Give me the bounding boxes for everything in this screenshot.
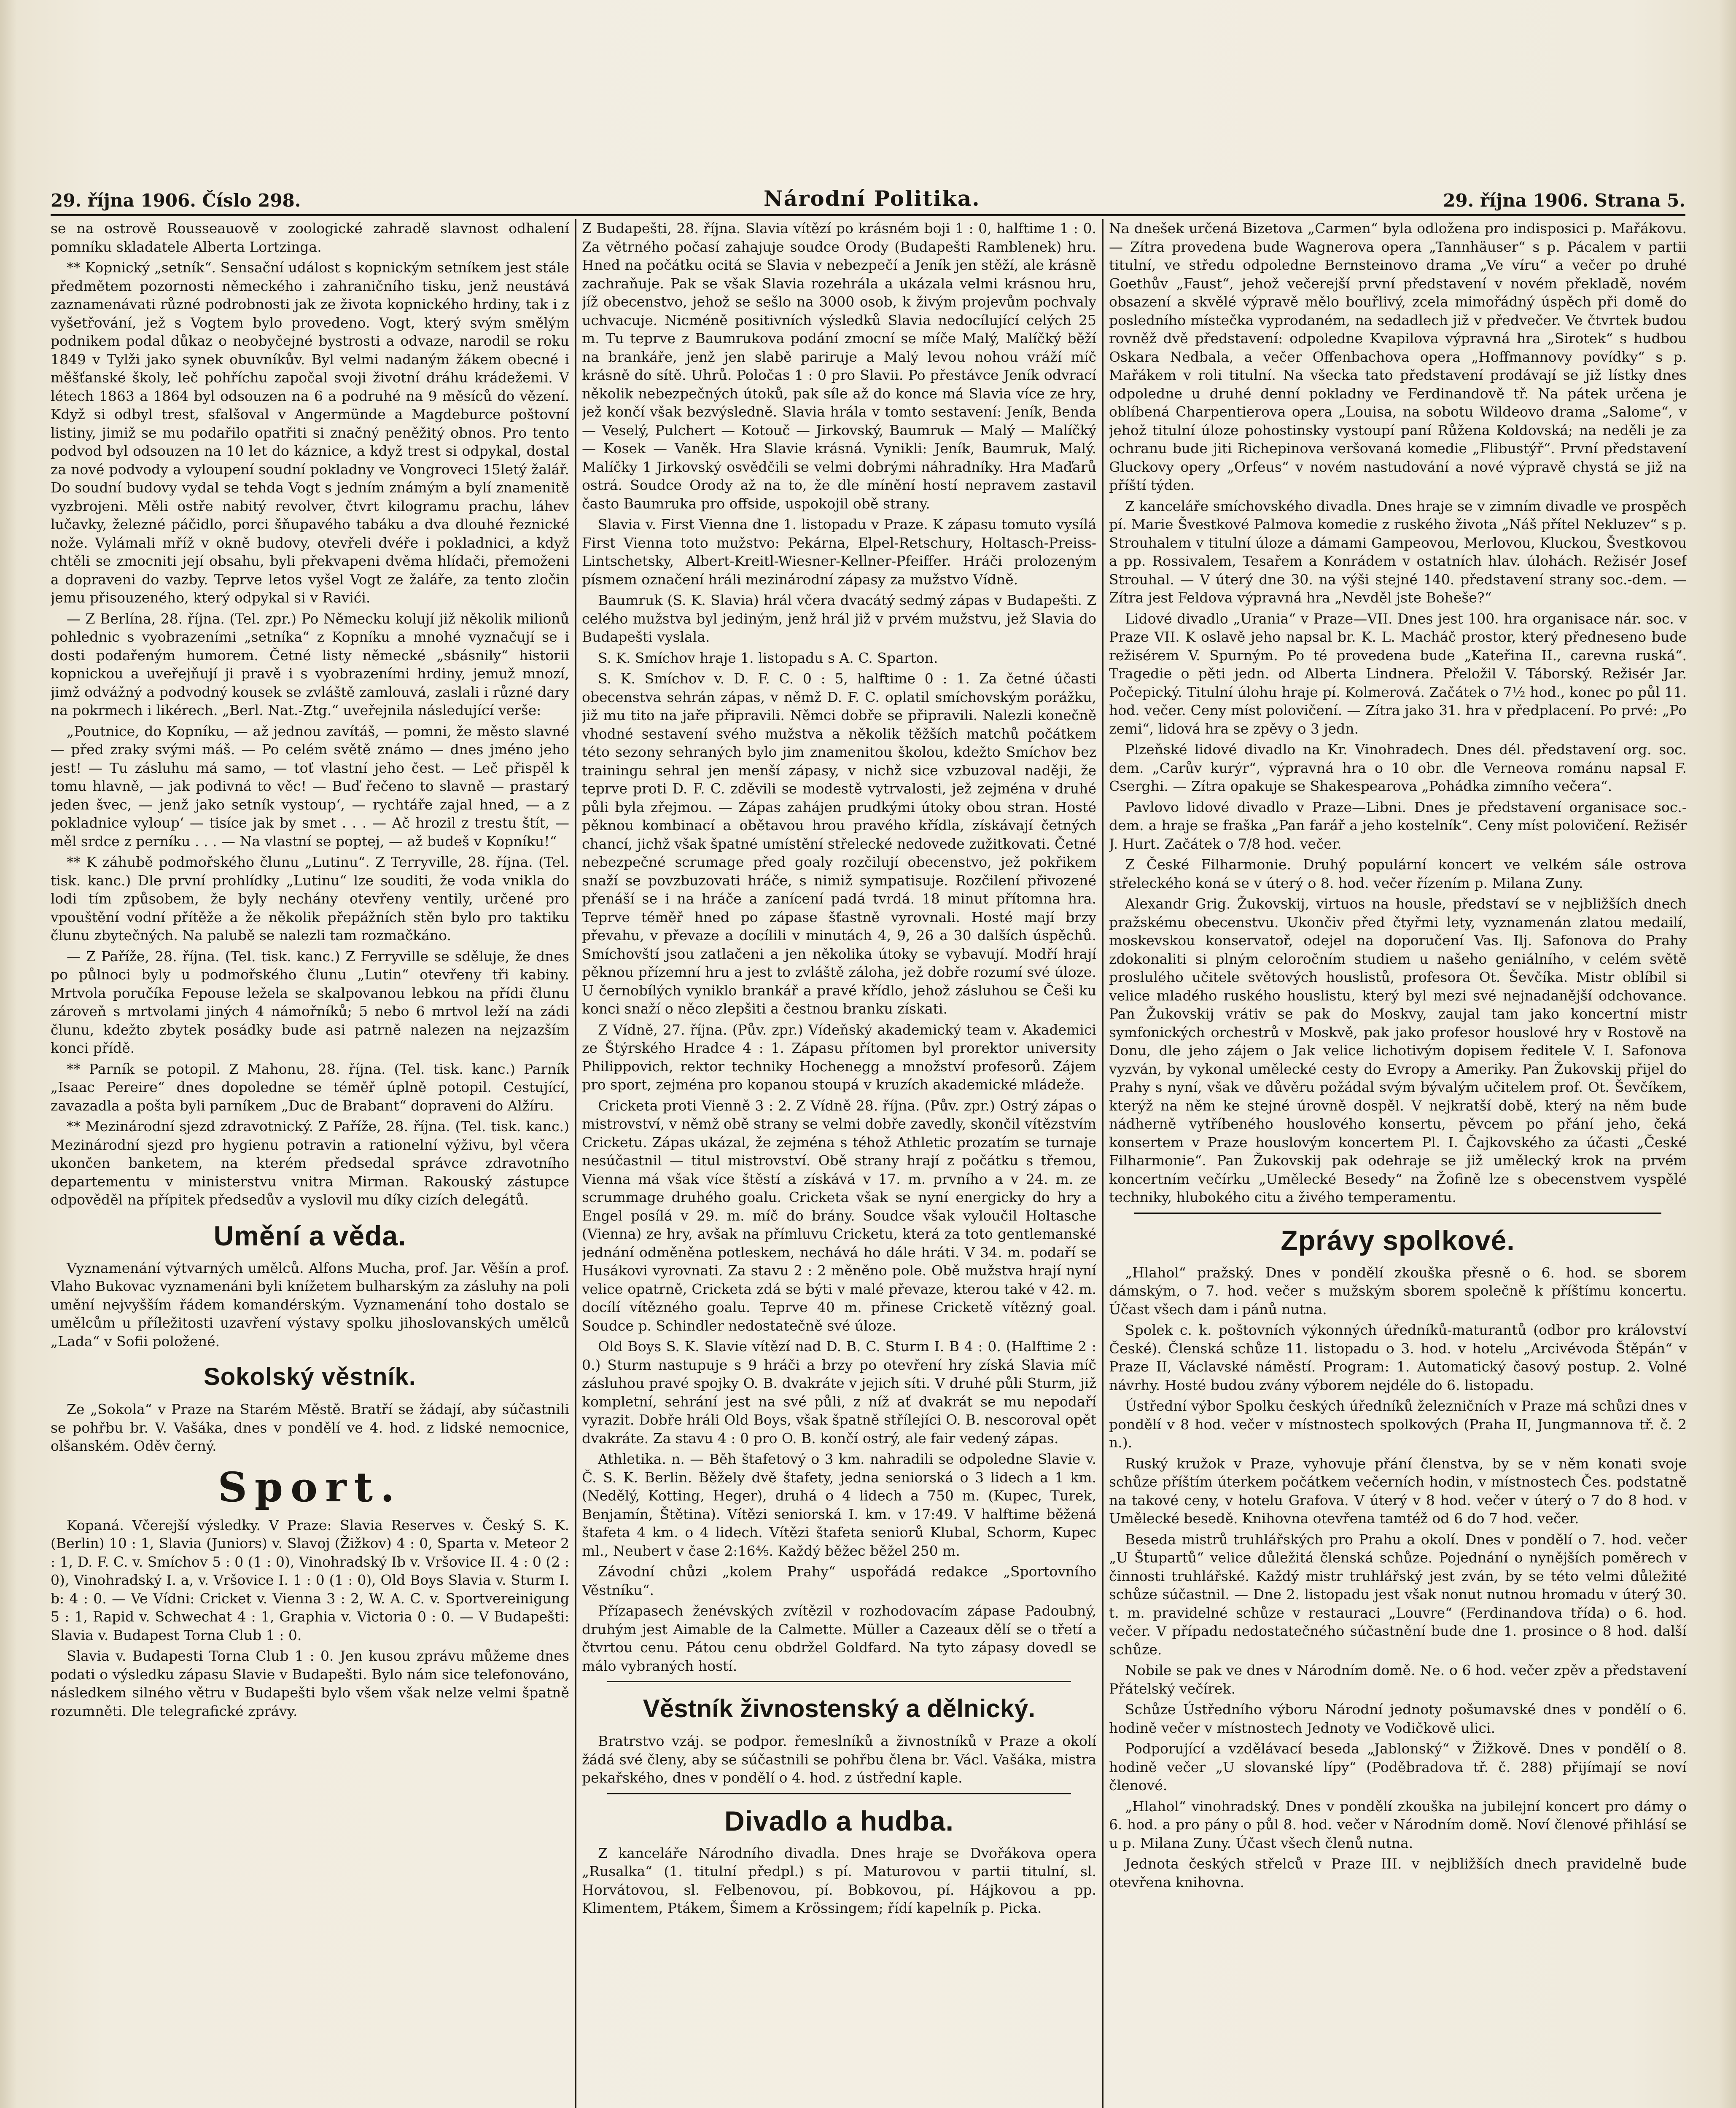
- article-paragraph: Baumruk (S. K. Slavia) hrál včera dvacátý sedmý zápas v Budapešti. Z celého mužstva byl jediným, jenž hrál již v prvém mužstvu, jež Slavia do Budapešti vyslala.: [582, 592, 1096, 645]
- poem-verse: „Poutnice, do Kopníku, — až jednou zavítáš, — pomni, že město slavné — před zraky svými máš. — Po celém světě známo — dnes jméno jeho jest! — Tu zásluhu má samo, — toť vlastní jeho čest. — Leč přispěl k tomu hlavně, — jak podivná to věc! — Buď řečeno to slavně — prastarý jeden švec, — jenž jako setník vystoup‘, — rychtáře zajal hned, — a z pokladnice vyloup‘ — tisíce jak by smet . . . — Ač hrozil z trestu štít, — měl srdce z perníku . . . — Na vlastní se poptej, — až budeš v Kopníku!“: [51, 723, 569, 850]
- article-paragraph: Plzeňské lidové divadlo na Kr. Vinohradech. Dnes dél. představení org. soc. dem. „Carův kurýr“, výpravná hra o 10 obr. dle Verneova románu napsal F. Cserghi. — Zítra opakuje se Shakespearova „Pohádka zimního večera“.: [1109, 741, 1687, 794]
- column-2: [582, 219, 1096, 2108]
- article-paragraph: Spolek c. k. poštovních výkonných úředníků-maturantů (odbor pro království České). Členská schůze 11. listopadu o 3. hod. v hotelu „Arcivévoda Štěpán“ v Praze II, Václavské náměstí. Program: 1. Automatický časový postup. 2. Volné návrhy. Hosté budou zvány výborem nejdéle do 6. listopadu.: [1109, 1322, 1687, 1393]
- page-header: [51, 181, 1685, 211]
- article-paragraph: Ruský kružok v Praze, vyhovuje přání členstva, by se v něm konati svoje schůze příštím úterkem počátkem večerních hodin, v místnostech Čes. podstatně na takové ceny, v hotelu Grafova. V úterý v 8 hod. večer v úterý o 7 do 8 hod. v Umělecké besedě. Knihovna otevřena tamtéž od 6 do 7 hod. večer.: [1109, 1455, 1687, 1527]
- article-paragraph: Athletika. n. — Běh štafetový o 3 km. nahradili se odpoledne Slavie v. Č. S. K. Berlin. Běžely dvě štafety, jedna seniorská o 3 lidech a 1 km. (Nedělý, Kotting, Heger), druhá o 4 lidech a 750 m. (Kupec, Turek, Benjamín, Štětina). Vítězi seniorská I. km. v 17:49. V halftime běžená štafeta 4 km. o 4 lidech. Vítězi štafeta seniorů Klubal, Schorm, Kupec ml., Neubert v čase 2:16⅘. Každý běžec běžel 250 m.: [582, 1451, 1096, 1559]
- article-paragraph: Jednota českých střelců v Praze III. v nejbližších dnech pravidelně bude otevřena knihovna.: [1109, 1855, 1687, 1890]
- article-paragraph: Nobile se pak ve dnes v Národním domě. Ne. o 6 hod. večer zpěv a představení Přátelský večírek.: [1109, 1662, 1687, 1697]
- article-paragraph: ** K záhubě podmořského člunu „Lutinu“. Z Terryville, 28. října. (Tel. tisk. kanc.) Dle první prohlídky „Lutinu“ lze souditi, že voda vnikla do lodi tím způsobem, že byly nechány otevřeny ventily, určené pro vpouštění vodní přítěže a že několik přepážních stěn bylo pro taktiku člunu zbytečných. Na palubě se nalezli tam rozmačkáno.: [51, 854, 569, 944]
- article-paragraph: Ze „Sokola“ v Praze na Starém Městě. Bratří se žádají, aby súčastnili se pohřbu br. V. Vašáka, dnes v pondělí ve 4. hod. z lidské nemocnice, olšanském. Oděv černý.: [51, 1401, 569, 1454]
- section-rule: [1134, 1213, 1661, 1214]
- article-paragraph: — Z Paříže, 28. října. (Tel. tisk. kanc.) Z Ferryville se sděluje, že dnes po půlnoci byly u podmořského člunu „Lutin“ otevřeny tři kabiny. Mrtvola poručíka Fepouse ležela se skalpovanou lebkou na přídi člunu zároveň s mrtvolami jiných 4 námořníků; 5 nebo 6 mrtvol leží na zádi člunu, kdežto zbytek posádky bude asi patrně nalezen na nejzazším konci přídě.: [51, 948, 569, 1056]
- article-paragraph: Na dnešek určená Bizetova „Carmen“ byla odložena pro indisposici p. Mařákovu. — Zítra provedena bude Wagnerova opera „Tannhäuser“ s p. Pácalem v partii titulní, ve středu odpoledne Bernsteinovo drama „Ve víru“ a večer po druhé Goethův „Faust“, jehož večerejší první představení v novém překladě, novém obsazení a skvělé výpravě mělo bouřlivý, zcela mimořádný úspěch při domě do posledního místečka vyprodaném, na sedadlech již v předvečer. Ve čtvrtek budou rovněž dvě představení: odpoledne Kvapilova výpravná hra „Sirotek“ s hudbou Oskara Nedbala, a večer Offenbachova opera „Hoffmannovy povídky“ s p. Mařákem v roli titulní. Na všecka tato představení prodávají se již lístky dnes odpoledne u druhé denní pokladny ve Ferdinandově tř. Na pátek určena je oblíbená Charpentierova opera „Louisa, na sobotu Wildeovo drama „Salome“, v jehož titulní úloze pohostinsky vystoupí paní Růžena Koldovská; na neděli je za ochranu bude jiti Richepinova veršovaná komedie „Flibustýř“. První představení Gluckovy opery „Orfeus“ v novém nastudování a nové výpravě chystá se již na příští týden.: [1109, 220, 1687, 493]
- article-paragraph: Kopaná. Včerejší výsledky. V Praze: Slavia Reserves v. Český S. K. (Berlin) 10 : 1, Slavia (Juniors) v. Slavoj (Žižkov) 4 : 0, Sparta v. Meteor 2 : 1, D. F. C. v. Smíchov 5 : 0 (1 : 0), Vinohradský Ib v. Vršovice II. 4 : 0 (2 : 0), Vinohradský I. a, v. Vršovice I. 1 : 0 (1 : 0), Old Boys Slavia v. Sturm I. b: 4 : 0. — Ve Vídni: Cricket v. Vienna 3 : 2, W. A. C. v. Sportvereinigung 5 : 1, Rapid v. Schwechat 4 : 1, Graphia v. Victoria 0 : 0. — V Budapešti: Slavia v. Budapest Torna Club 1 : 0.: [51, 1516, 569, 1643]
- article-paragraph: Lidové divadlo „Urania“ v Praze—VII. Dnes jest 100. hra organisace nár. soc. v Praze VII. K oslavě jeho napsal br. K. L. Macháč prostor, který předneseno bude režisérem V. Spurným. Po té provedena bude „Kateřina II., carevna ruská“. Tragedie o pěti jedn. od Alberta Lindnera. Přeložil V. Táborský. Režisér Jar. Počepický. Titulní úlohu hraje pí. Kolmerová. Začátek o 7½ hod., konec po půl 11. hod. večer. Ceny míst polovičení. — Zítra jako 31. hra v předplacení. Po prvé: „Po zemi“, lidová hra se zpěvy o 3 jedn.: [1109, 610, 1687, 737]
- article-paragraph: Podporující a vzdělávací beseda „Jablonský“ v Žižkově. Dnes v pondělí o 8. hodině večer „U slovanské lípy“ (Poděbradova tř. č. 288) přijímají se noví členové.: [1109, 1740, 1687, 1793]
- article-paragraph: Závodní chůzi „kolem Prahy“ uspořádá redakce „Sportovního Věstníku“.: [582, 1563, 1096, 1598]
- header-rule: [51, 214, 1685, 216]
- article-paragraph: Bratrstvo vzáj. se podpor. řemeslníků a živnostníků v Praze a okolí žádá své členy, aby se súčastnili se pohřbu člena br. Václ. Vašáka, mistra pekařského, dnes v pondělí o 4. hod. z ústřední kaple.: [582, 1733, 1096, 1786]
- header-date-page: 29. října 1906. Strana 5.: [1443, 190, 1685, 211]
- article-paragraph: Pavlovo lidové divadlo v Praze—Libni. Dnes je představení organisace soc.-dem. a hraje se fraška „Pan farář a jeho kostelník“. Ceny míst polovičení. Režisér J. Hurt. Začátek o 7/8 hod. večer.: [1109, 799, 1687, 852]
- article-paragraph: ** Mezinárodní sjezd zdravotnický. Z Paříže, 28. října. (Tel. tisk. kanc.) Mezinárodní sjezd pro hygienu potravin a rationelní výživu, byl včera ukončen banketem, na kterém předsedal správce zdravotního departementu v ministerstvu vnitra Mirman. Rakouský zástupce odpověděl na přípitek předsedův a vyslovil mu díky cizích delegátů.: [51, 1118, 569, 1208]
- article-paragraph: S. K. Smíchov v. D. F. C. 0 : 5, halftime 0 : 1. Za četné účasti obecenstva sehrán zápas, v němž D. F. C. oplatil smíchovským porážku, již mu tito na jaře připravili. Němci dobře se připravili. Nalezli konečně vhodné sestavení svého mužstva a několik těžších matchů počátkem této sezony sehraných bylo jim znamenitou školou, kdežto Smíchov bez trainingu sehral jen menší zápasy, v nichž sice vzbuzoval naději, že teprve proti D. F. C. zděvili se modestě vytrvalosti, jež zejména v druhé půli byla zřejmou. — Zápas zahájen prudkými útoky obou stran. Hosté pěknou kombinací a obětavou hrou pravého křídla, získávají četných chancí, jichž však špatné umístění střelecké nedovede zužitkovati. Četné nebezpečné scrumage před goaly rozčilují obecenstvo, jež pokřikem snaží se povzbuzovati hráče, s nimiž sympatisuje. Rozčilení přivozené přenáší se i na hráče a zanícení padá tvrdá. 18 minut přítomna hra. Teprve téměř hned po zápase šťastně vyrovnali. Hosté mají brzy převahu, v převaze a docílili v minutách 4, 9, 26 a 30 dalších úspěchů. Smíchovští jsou zatlačeni a jen několika útoky se vybavují. Modří hrají pěknou přízemní hru a jest to zvláště záloha, jež dobře rozumí své úloze. U černobílých vyniklo brankář a pravé křídlo, jehož zásluhou se Češi ku konci snaží o něco zlepšiti a čestnou branku získati.: [582, 670, 1096, 1017]
- section-heading: Sokolský věstník.: [204, 1363, 416, 1390]
- column-divider: [575, 219, 576, 2108]
- article-paragraph: se na ostrově Rousseauově v zoologické zahradě slavnost odhalení pomníku skladatele Alberta Lortzinga.: [51, 220, 569, 255]
- article-paragraph: Old Boys S. K. Slavie vítězí nad D. B. C. Sturm I. B 4 : 0. (Halftime 2 : 0.) Sturm nastupuje s 9 hráči a brzy po otevření hry získá Slavia míč zásluhou pravé spojky O. B. dvakráte v jejich síti. V druhé půli Sturm, již kompletní, sehrání jest na své půli, z níž ať dvakrát se mu nepodaří vyrazit. Dobře hráli Old Boys, však špatně střílejíci O. B. nescoroval opět dvakráte. Za stavu 4 : 0 pro O. B. končí ostrý, ale fair vedený zápas.: [582, 1338, 1096, 1447]
- article-paragraph: Beseda mistrů truhlářských pro Prahu a okolí. Dnes v pondělí o 7. hod. večer „U Štupartů“ velice důležitá členská schůze. Pojednání o nynějších poměrech v činnosti truhlářské. Každý mistr truhlářský jest zván, by se této velmi důležité schůze súčastnil. — Dne 2. listopadu jest však nonut nutnou hromadu v úterý 30. t. m. pravidelné schůze v restauraci „Louvre“ (Ferdinandova třída) o 6. hod. večer. V případu nedostatečného súčastnění bude dne 1. prosince o 8 hod. další schůze.: [1109, 1531, 1687, 1658]
- article-paragraph: Slavia v. Budapesti Torna Club 1 : 0. Jen kusou zprávu můžeme dnes podati o výsledku zápasu Slavie v Budapešti. Bylo nám sice telefonováno, následkem silného větru v Budapešti bylo všem však nelze velmi špatně rozumněti. Dle telegrafické zprávy.: [51, 1648, 569, 1719]
- article-paragraph: Přízapasech ženévských zvítězil v rozhodovacím zápase Padoubný, druhým jest Aimable de la Calmette. Müller a Cazeaux dělí se o třetí a čtvrtou cenu. Pátou cenu obdržel Goldfard. Na tyto zápasy dovedl se málo vybraných hostí.: [582, 1603, 1096, 1674]
- article-paragraph: ** Parník se potopil. Z Mahonu, 28. října. (Tel. tisk. kanc.) Parník „Isaac Pereire“ dnes dopoledne se téměř úplně potopil. Cestující, zavazadla a pošta byli parníkem „Duc de Brabant“ dopraveni do Alžíru.: [51, 1060, 569, 1114]
- article-paragraph: Vyznamenání výtvarných umělců. Alfons Mucha, prof. Jar. Věšín a prof. Vlaho Bukovac vyznamenáni byli knížetem bulharským za zásluhy na poli umění nejvyšším řádem komandérským. Vyznamenání toho dostalo se umělcům u příležitosti uzavření výstavy spolku jihoslovanských umělců „Lada“ v Sofii položené.: [51, 1259, 569, 1350]
- header-date-issue: 29. října 1906. Číslo 298.: [51, 190, 301, 211]
- scan-edge-right: [1719, 0, 1736, 2108]
- article-paragraph: Z kanceláře Národního divadla. Dnes hraje se Dvořákova opera „Rusalka“ (1. titulní předpl.) s pí. Maturovou v partii titulní, sl. Horvátovou, sl. Felbenovou, pí. Bobkovou, pí. Hájkovou a pp. Klimentem, Ptákem, Šimem a Krössingem; řídí kapelník p. Picka.: [582, 1844, 1096, 1916]
- column-divider: [1102, 219, 1104, 2108]
- section-heading: Sport.: [218, 1463, 402, 1511]
- section-rule: [607, 1793, 1071, 1794]
- article-paragraph: ** Kopnický „setník“. Sensační událost s kopnickým setníkem jest stále předmětem pozornosti německého i zahraničního tisku, jenž neustává zaznamenávati různé podrobnosti jak ze života kopnického hrdiny, tak i z vyšetřování, jež s Vogtem bylo provedeno. Vogt, který svým smělým podnikem podal důkaz o neobyčejné bystrosti a odvaze, narodil se roku 1849 v Tylži jako synek obuvníkův. Byl velmi nadaným žákem obecné i měšťanské školy, leč pohříchu započal svoji životní dráhu krádežemi. V létech 1863 a 1864 byl odsouzen na 6 a podruhé na 9 měsíců do vězení. Když si odbyl trest, sfalšoval v Angermünde a Magdeburce poštovní listiny, jimiž se mu podařilo opatřiti si značný peněžitý obnos. Pro tento podvod byl odsouzen na 10 let do káznice, a když trest si odpykal, dostal za nové podvody a vyloupení soudní pokladny ve Vongroveci 15letý žalář. Do soudní budovy vydal se tehda Vogt s jedním známým a bylí znamenitě vyzbrojeni. Měli ostře nabitý revolver, čtvrt kilogramu prachu, láhev lučavky, železné páčidlo, porci šňupavého tabáku a dva dlouhé řeznické nože. Vylámali mříž v okně budovy, otevřeli dvéře i pokladnici, a když chtěli se zmocniti její obsahu, byli překvapeni dvěma hlídači, přemoženi a dopraveni do vazby. Teprve letos vyšel Vogt ze žaláře, za tento zločin jemu přisouzeného, který odpykal si v Ravići.: [51, 259, 569, 606]
- scan-edge-left: [0, 0, 17, 2108]
- article-paragraph: „Hlahol“ pražský. Dnes v pondělí zkouška přesně o 6. hod. se sborem dámským, o 7. hod. večer s mužským sborem společně k příštímu koncertu. Účast všech dam i pánů nutna.: [1109, 1264, 1687, 1318]
- article-paragraph: Z kanceláře smíchovského divadla. Dnes hraje se v zimním divadle ve prospěch pí. Marie Švestkové Palmova komedie z ruského života „Náš přítel Nekluzev“ s p. Strouhalem v titulní úloze a dámami Gampeovou, Merlovou, Kluckou, Švestkovou a pp. Rossivalem, Tesařem a Konrádem v ostatních hlav. úlohách. Režisér Josef Strouhal. — V úterý dne 30. na výši stejné 140. představení strany soc.-dem. — Zítra jest Feldova výpravná hra „Nevděl jste Boheše?“: [1109, 497, 1687, 606]
- masthead-title: Národní Politika.: [763, 186, 980, 211]
- article-paragraph: Ústřední výbor Spolku českých úředníků železničních v Praze má schůzi dnes v pondělí v 8 hod. večer v místnostech spolkových (Praha II, Jungmannova tř. č. 2 n.).: [1109, 1398, 1687, 1451]
- article-paragraph: Alexandr Grig. Žukovskij, virtuos na housle, představí se v nejbližších dnech pražskému obecenstvu. Ukončiv před čtyřmi lety, vyznamenán zlatou medailí, moskevskou konservatoř, odejel na doporučení Vas. Ilj. Safonova do Prahy zdokonaliti si plným celoročním studiem u našeho geniálního, v celém světě proslulého učitele světových houslistů, profesora Ot. Ševčíka. Mistr oblíbil si velice mladého ruského houslistu, který byl mezi své nejnadanější odchovance. Pan Žukovskij vrátiv se pak do Moskvy, zaujal tam jako koncertní mistr symfonických orchestrů v Moskvě, pak jako profesor houslové hry v Rostově na Donu, dle jeho zájem o Jak velice lichotivým dopisem ředitele V. I. Safonova vyzván, by vykonal umělecké cesty do Evropy a Ameriky. Pan Žukovskij přijel do Prahy s nyní, však ve důvěru požádal svým bývalým učitelem prof. Ot. Ševčíkem, kterýž na něm ke stejné úrovně dospěl. V nejkratší době, který na něm bude nádherně vytříbeného houslového konsertu, pěvcem po přání jeho, čeká konsertem v Praze houslovým koncertem Pl. I. Čajkovského za účasti „České Filharmonie“. Pan Žukovskij pak odehraje se již umělecký krok na prvém koncertním večírku „Umělecké Besedy“ na Žofině lze s obecenstvem vyspělé techniky, hlubokého citu a živého temperamentu.: [1109, 895, 1687, 1205]
- article-paragraph: Z České Filharmonie. Druhý populární koncert ve velkém sále ostrova střeleckého koná se v úterý o 8. hod. večer řízením p. Milana Zuny.: [1109, 856, 1687, 891]
- column-3: [1109, 219, 1687, 2108]
- article-paragraph: S. K. Smíchov hraje 1. listopadu s A. C. Sparton.: [598, 649, 938, 666]
- article-paragraph: Schůze Ústředního výboru Národní jednoty pošumavské dnes v pondělí o 6. hodině večer v místnostech Jednoty ve Vodičkově ulici.: [1109, 1701, 1687, 1736]
- column-1: [51, 219, 569, 2108]
- article-paragraph: Cricketa proti Vienně 3 : 2. Z Vídně 28. října. (Pův. zpr.) Ostrý zápas o mistrovství, v němž obě strany se velmi dobře zavedly, skončil vítězstvím Cricketu. Zápas ukázal, že zejména s téhož Athletic prozatím se turnaje nesúčastnil — titul mistrovství. Obě strany hrají z počátku s třemou, Vienna má však více štěstí a získává v 17. m. prvního a v 24. m. ze scrummage druhého goalu. Cricketa však se nyní energicky do hry a Engel posílá v 29. m. míč do brány. Soudce však vyloučil Holtasche (Vienna) ze hry, avšak na přímluvu Cricketu, která za toto gentlemanské jednání odměněna potleskem, nechává ho dále hráti. V 34. m. podaří se Husákovi vyrovnati. Za stavu 2 : 2 měněno pole. Obě mužstva hrají nyní velice opatrně, Cricketa zdá se býti v malé převaze, kterou také v 42. m. docílí vítězného goalu. Teprve 40 m. přinese Cricketě vítězný goal. Soudce p. Schindler nedostatečně své úloze.: [582, 1097, 1096, 1334]
- section-heading: Umění a věda.: [213, 1220, 406, 1251]
- section-heading: Věstník živnostenský a dělnický.: [643, 1694, 1036, 1723]
- section-heading: Divadlo a hudba.: [724, 1805, 954, 1836]
- section-rule: [607, 1681, 1071, 1682]
- article-paragraph: Slavia v. First Vienna dne 1. listopadu v Praze. K zápasu tomuto vysílá First Vienna toto mužstvo: Pekárna, Elpel-Retschury, Holtasch-Preiss-Lintschetsky, Albert-Kreitl-Wiesner-Kellner-Pfeiffer. Hráči prolozeným písmem označení hráli mezinárodní zápasy za mužstvo Vídně.: [582, 516, 1096, 588]
- article-paragraph: Z Budapešti, 28. října. Slavia vítězí po krásném boji 1 : 0, halftime 1 : 0. Za větrného počasí zahajuje soudce Orody (Budapešti Ramblenek) hru. Hned na počátku ocitá se Slavia v nebezpečí a Jeník jen stěží, ale krásně zachraňuje. Pak se však Slavia rozehrála a ukázala velmi krásnou hru, jíž obecenstvo, jehož se sešlo na 3000 osob, k živým projevům pochvaly uchvacuje. Nicméně positivních výsledků Slavia nedocílující celých 25 m. Tu teprve z Baumrukova podání zmocní se míče Malý, Malíčký běží na brankáře, jenž jen slabě pariruje a Malý levou nohou vráží míč krásně do sítě. Uhrů. Poločas 1 : 0 pro Slavii. Po přestávce Jeník odvrací několik nebezpečných útoků, pak síle až do konce má Slavia více ze hry, jež končí však bezvýsledně. Slavia hrála v tomto sestavení: Jeník, Benda — Veselý, Pulchert — Kotouč — Jirkovský, Baumruk — Malý — Malíčký — Kosek — Vaněk. Hra Slavie krásná. Vynikli: Jeník, Baumruk, Malý. Malíčky 1 Jirkovský osvědčili se velmi dobrými náhradníky. Hra Maďarů ostrá. Soudce Orody až na to, že dle mínění hostí nepravem zastavil často Baumruka pro offside, uspokojil obě strany.: [582, 220, 1096, 512]
- article-paragraph: „Hlahol“ vinohradský. Dnes v pondělí zkouška na jubilejní koncert pro dámy o 6. hod. a pro pány o půl 8. hod. večer v Národním domě. Noví členové přihlásí se u p. Milana Zuny. Účast všech členů nutna.: [1109, 1798, 1687, 1851]
- article-paragraph: Z Vídně, 27. října. (Pův. zpr.) Vídeňský akademický team v. Akademici ze Štýrského Hradce 4 : 1. Zápasu přítomen byl prorektor university Philippovich, rektor techniky Hochenegg a množství profesorů. Zájem pro sport, zejména pro kopanou stoupá v kruzích akademické mládeže.: [582, 1021, 1096, 1093]
- article-paragraph: — Z Berlína, 28. října. (Tel. zpr.) Po Německu kolují již několik milionů pohlednic s vyobrazeními „setníka“ z Kopníku a mnohé vyznačují se i dosti podařeným humorem. Četné listy německé „sbásnily“ historii kopnickou a uveřejňují ji pravě i s vyobrazeními hrdiny, jemuž mnozí, jimž odvážný a podvodný kousek se zvláště zamlouvá, zaslali i různé dary na pokrmech i likérech. „Berl. Nat.-Ztg.“ uveřejnila následující verše:: [51, 610, 569, 718]
- section-heading: Zprávy spolkové.: [1281, 1224, 1515, 1256]
